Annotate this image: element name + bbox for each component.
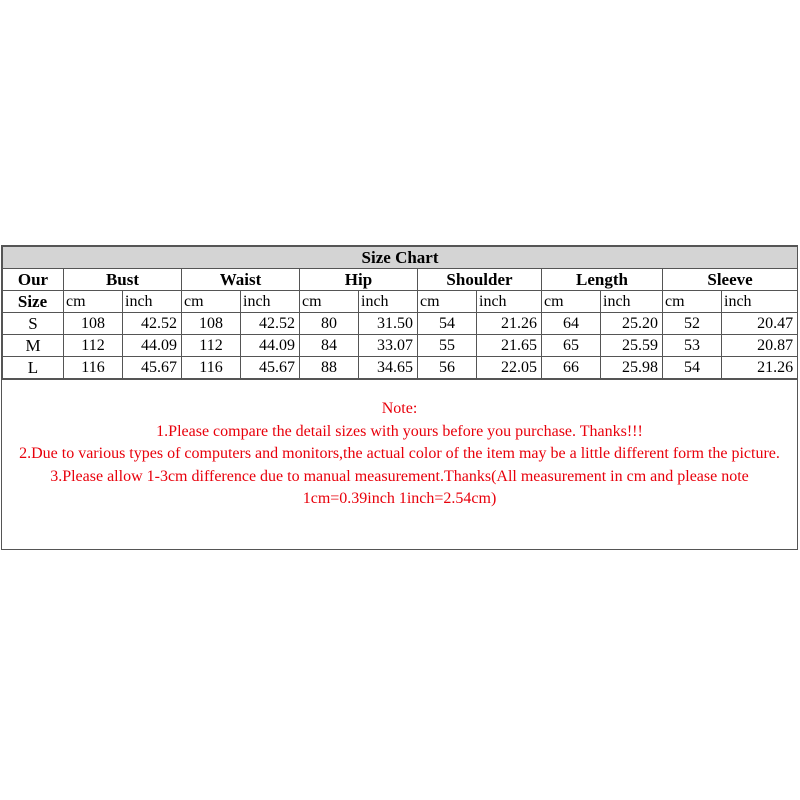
table-cell: 54 xyxy=(418,313,477,335)
table-cell: 31.50 xyxy=(359,313,418,335)
note-1: 1.Please compare the detail sizes with yours before you purchase. Thanks!!! xyxy=(156,422,643,440)
table-cell: 45.67 xyxy=(241,357,300,379)
table-cell: 20.87 xyxy=(722,335,798,357)
table-cell: 42.52 xyxy=(123,313,182,335)
table-cell: 42.52 xyxy=(241,313,300,335)
table-row xyxy=(3,357,798,379)
table-cell: 25.59 xyxy=(601,335,663,357)
size-label: M xyxy=(3,335,64,357)
table-cell: 66 xyxy=(542,357,601,379)
unit-label-shoulder-inch: inch xyxy=(477,291,542,313)
table-cell: 55 xyxy=(418,335,477,357)
unit-label-bust-cm: cm xyxy=(64,291,123,313)
table-cell: 116 xyxy=(64,357,123,379)
table-cell: 112 xyxy=(182,335,241,357)
table-cell: 108 xyxy=(64,313,123,335)
hip-header: Hip xyxy=(300,269,418,291)
bust-header: Bust xyxy=(64,269,182,291)
table-cell: 22.05 xyxy=(477,357,542,379)
table-cell: 116 xyxy=(182,357,241,379)
unit-label-hip-inch: inch xyxy=(359,291,418,313)
table-cell: 65 xyxy=(542,335,601,357)
unit-label-length-cm: cm xyxy=(542,291,601,313)
size-header-top: Our xyxy=(3,269,64,291)
unit-label-shoulder-cm: cm xyxy=(418,291,477,313)
size-label: S xyxy=(3,313,64,335)
table-cell: 25.20 xyxy=(601,313,663,335)
notes-section xyxy=(2,379,797,549)
unit-label-waist-inch: inch xyxy=(241,291,300,313)
unit-label-sleeve-cm: cm xyxy=(663,291,722,313)
table-cell: 80 xyxy=(300,313,359,335)
table-cell: 21.26 xyxy=(722,357,798,379)
table-cell: 44.09 xyxy=(241,335,300,357)
table-cell: 33.07 xyxy=(359,335,418,357)
table-cell: 112 xyxy=(64,335,123,357)
size-table xyxy=(2,246,798,379)
size-label: L xyxy=(3,357,64,379)
table-cell: 88 xyxy=(300,357,359,379)
note-heading: Note: xyxy=(381,400,418,417)
table-cell: 84 xyxy=(300,335,359,357)
unit-label-sleeve-inch: inch xyxy=(722,291,798,313)
unit-label-hip-cm: cm xyxy=(300,291,359,313)
table-cell: 20.47 xyxy=(722,313,798,335)
table-cell: 52 xyxy=(663,313,722,335)
table-cell: 34.65 xyxy=(359,357,418,379)
table-cell: 54 xyxy=(663,357,722,379)
table-cell: 108 xyxy=(182,313,241,335)
table-cell: 25.98 xyxy=(601,357,663,379)
note-2: 2.Due to various types of computers and monitors,the actual color of the item may be a little different form the picture. xyxy=(19,445,780,462)
waist-header: Waist xyxy=(182,269,300,291)
chart-title: Size Chart xyxy=(3,247,798,269)
table-cell: 64 xyxy=(542,313,601,335)
size-header-bottom: Size xyxy=(3,291,64,313)
table-row xyxy=(3,335,798,357)
table-cell: 21.65 xyxy=(477,335,542,357)
unit-label-length-inch: inch xyxy=(601,291,663,313)
table-cell: 45.67 xyxy=(123,357,182,379)
shoulder-header: Shoulder xyxy=(418,269,542,291)
table-cell: 56 xyxy=(418,357,477,379)
size-chart xyxy=(1,245,798,550)
note-3: 3.Please allow 1-3cm difference due to manual measurement.Thanks(All measurement in cm and please note 1cm=0.39inch 1inch=2.54cm) xyxy=(50,467,749,507)
table-cell: 21.26 xyxy=(477,313,542,335)
table-row xyxy=(3,313,798,335)
sleeve-header: Sleeve xyxy=(663,269,798,291)
unit-label-waist-cm: cm xyxy=(182,291,241,313)
length-header: Length xyxy=(542,269,663,291)
unit-label-bust-inch: inch xyxy=(123,291,182,313)
table-cell: 44.09 xyxy=(123,335,182,357)
table-cell: 53 xyxy=(663,335,722,357)
